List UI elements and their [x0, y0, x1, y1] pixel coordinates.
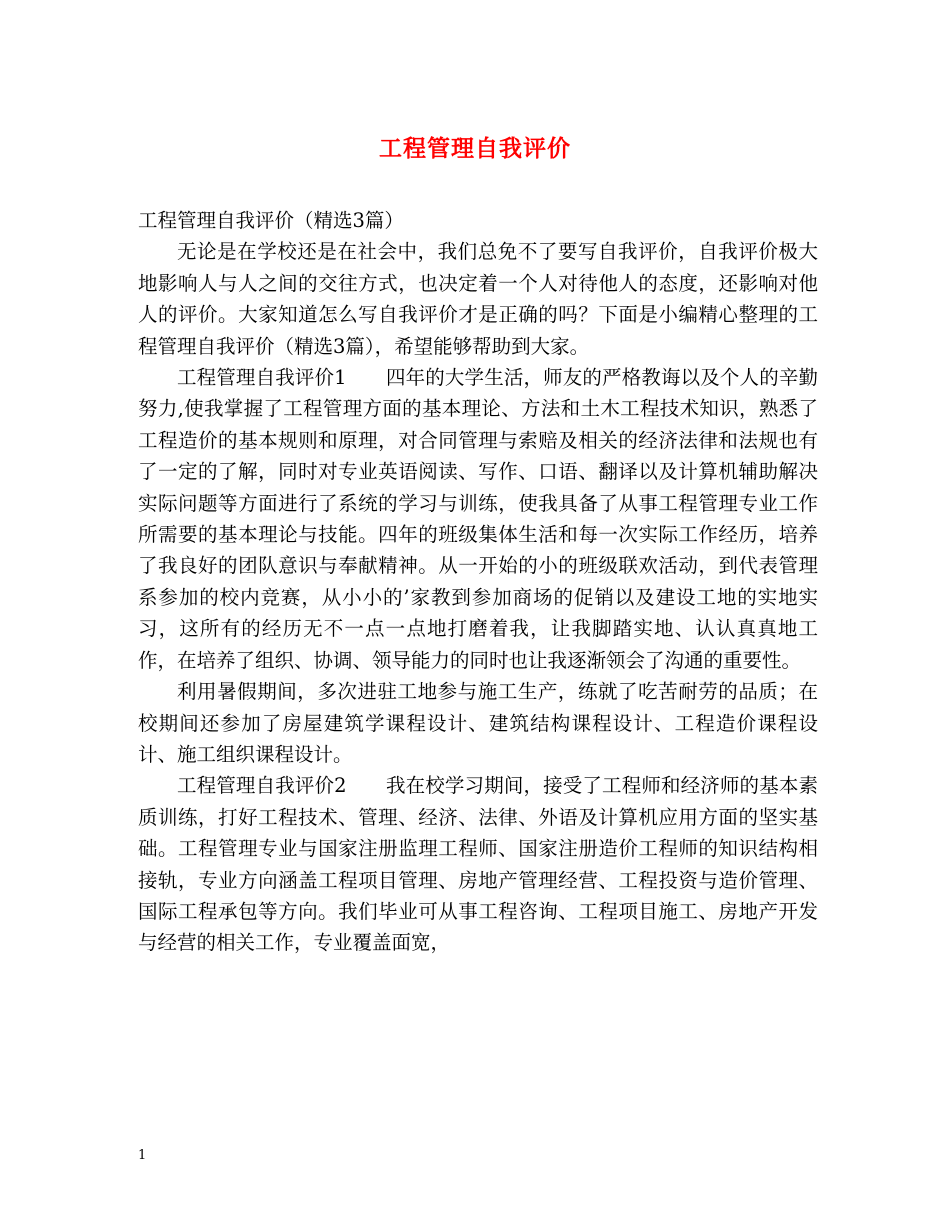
document-subtitle: 工程管理自我评价（精选3篇）: [138, 209, 404, 232]
page-number: 1: [138, 1148, 147, 1163]
document-title: 工程管理自我评价: [379, 135, 571, 162]
evaluation-1-paragraph: 工程管理自我评价1 四年的大学生活，师友的严格教诲以及个人的辛勤努力,使我掌握了工程管理方面的基本理论、方法和土木工程技术知识，熟悉了工程造价的基本规则和原理，对合同管理与索赔及相关的经济法律和法规也有了一定的了解，同时对专业英语阅读、写作、口语、翻译以及计算机辅助解决实际问题等方面进行了系统的学习与训练，使我具备了从事工程管理专业工作所需要的基本理论与技能。四年的班级集体生活和每一次实际工作经历，培养了我良好的团队意识与奉献精神。从一开始的小的班级联欢活动，到代表管理系参加的校内竞赛，从小小的’家教到参加商场的促销以及建设工地的实地实习，这所有的经历无不一点一点地打磨着我，让我脚踏实地、认认真真地工作，在培养了组织、协调、领导能力的同时也让我逐渐领会了沟通的重要性。: [138, 366, 818, 672]
document-body: [138, 205, 818, 959]
intro-paragraph: 无论是在学校还是在社会中，我们总免不了要写自我评价，自我评价极大地影响人与人之间的交往方式，也决定着一个人对待他人的态度，还影响对他人的评价。大家知道怎么写自我评价才是正确的吗？下面是小编精心整理的工程管理自我评价（精选3篇），希望能够帮助到大家。: [138, 240, 818, 358]
summer-practice-paragraph: 利用暑假期间，多次进驻工地参与施工生产，练就了吃苦耐劳的品质；在校期间还参加了房屋建筑学课程设计、建筑结构课程设计、工程造价课程设计、施工组织课程设计。: [138, 680, 818, 766]
evaluation-2-paragraph: 工程管理自我评价2 我在校学习期间，接受了工程师和经济师的基本素质训练，打好工程技术、管理、经济、法律、外语及计算机应用方面的坚实基础。工程管理专业与国家注册监理工程师、国家注册造价工程师的知识结构相接轨，专业方向涵盖工程项目管理、房地产管理经营、工程投资与造价管理、国际工程承包等方向。我们毕业可从事工程咨询、工程项目施工、房地产开发与经营的相关工作，专业覆盖面宽，: [138, 774, 818, 955]
